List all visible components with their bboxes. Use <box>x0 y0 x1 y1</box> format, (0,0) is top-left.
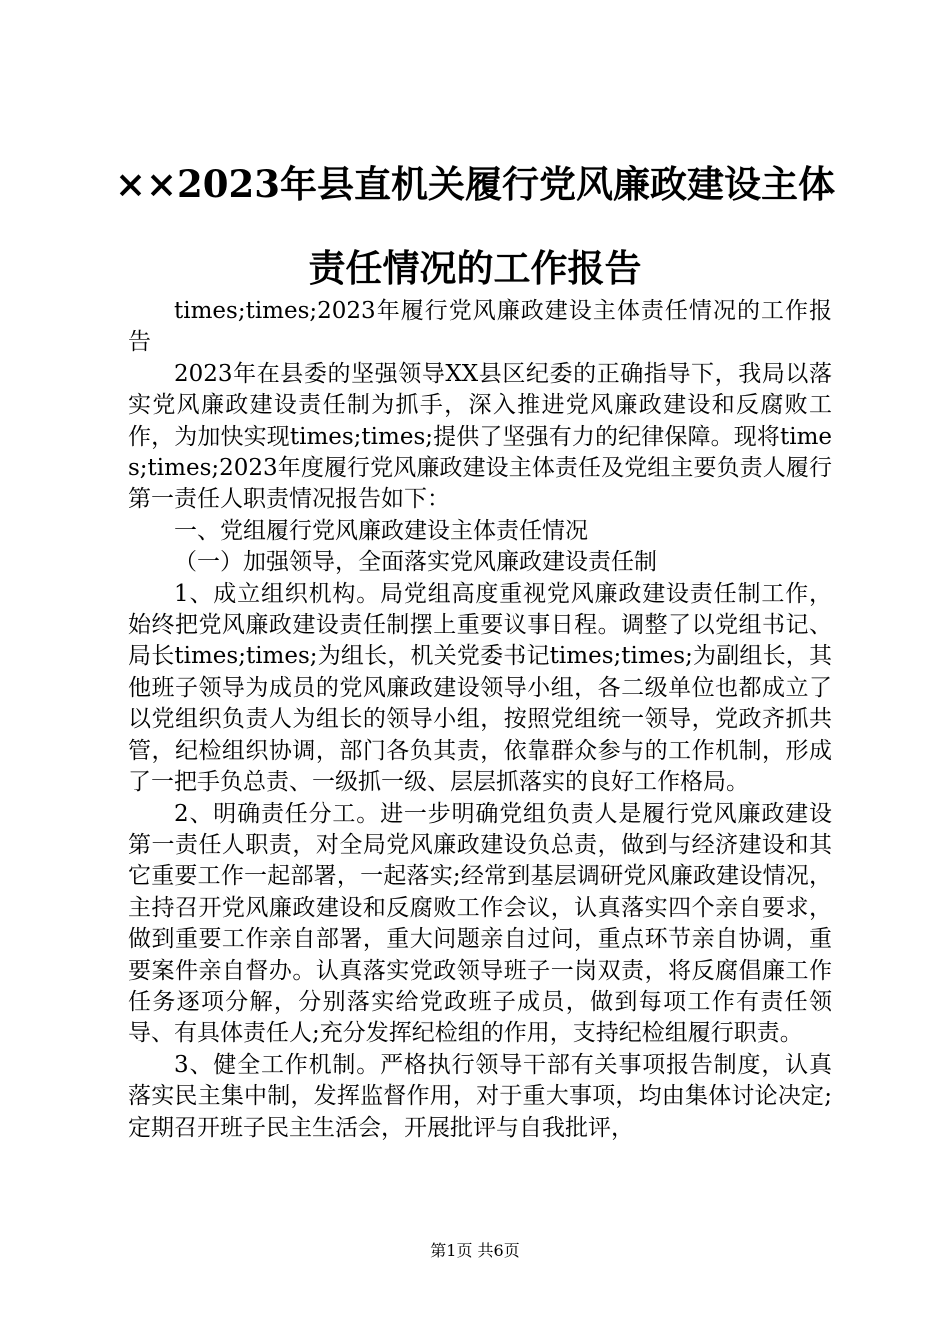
subsection-heading: （一）加强领导，全面落实党风廉政建设责任制 <box>174 549 657 576</box>
document-body <box>128 296 832 1144</box>
paragraph-intro: 2023年在县委的坚强领导XX县区纪委的正确指导下，我局以落实党风廉政建设责任制为抓手，深入推进党风廉政建设和反腐败工作，为加快实现times;times;提供了坚强有力的纪律保障。现将times;times;2023年度履行党风廉政建设主体责任及党组主要负责人履行第一责任人职责情况报告如下： <box>128 360 832 513</box>
paragraph-item-2: 2、明确责任分工。进一步明确党组负责人是履行党风廉政建设第一责任人职责，对全局党风廉政建设负总责，做到与经济建设和其它重要工作一起部署，一起落实;经常到基层调研党风廉政建设情况，主持召开党风廉政建设和反腐败工作会议，认真落实四个亲自要求，做到重要工作亲自部署，重大问题亲自过问，重点环节亲自协调，重要案件亲自督办。认真落实党政领导班子一岗双责，将反腐倡廉工作任务逐项分解，分别落实给党政班子成员，做到每项工作有责任领导、有具体责任人;充分发挥纪检组的作用，支持纪检组履行职责。 <box>128 800 832 1047</box>
document-title-line-1: ××2023年县直机关履行党风廉政建设主体 <box>115 162 835 206</box>
paragraph-subtitle: times;times;2023年履行党风廉政建设主体责任情况的工作报告 <box>128 298 832 356</box>
document-title-line-2: 责任情况的工作报告 <box>308 246 642 290</box>
page-footer: 第1页 共6页 <box>430 1241 520 1260</box>
paragraph-item-1: 1、成立组织机构。局党组高度重视党风廉政建设责任制工作，始终把党风廉政建设责任制摆上重要议事日程。调整了以党组书记、局长times;times;为组长，机关党委书记times;times;为副组长，其他班子领导为成员的党风廉政建设领导小组，各二级单位也都成立了以党组织负责人为组长的领导小组，按照党组统一领导，党政齐抓共管，纪检组织协调，部门各负其责，依靠群众参与的工作机制，形成了一把手负总责、一级抓一级、层层抓落实的良好工作格局。 <box>128 580 832 796</box>
section-heading: 一、党组履行党风廉政建设主体责任情况 <box>174 517 588 544</box>
paragraph-item-3: 3、健全工作机制。严格执行领导干部有关事项报告制度，认真落实民主集中制，发挥监督作用，对于重大事项，均由集体讨论决定;定期召开班子民主生活会，开展批评与自我批评， <box>128 1051 832 1141</box>
